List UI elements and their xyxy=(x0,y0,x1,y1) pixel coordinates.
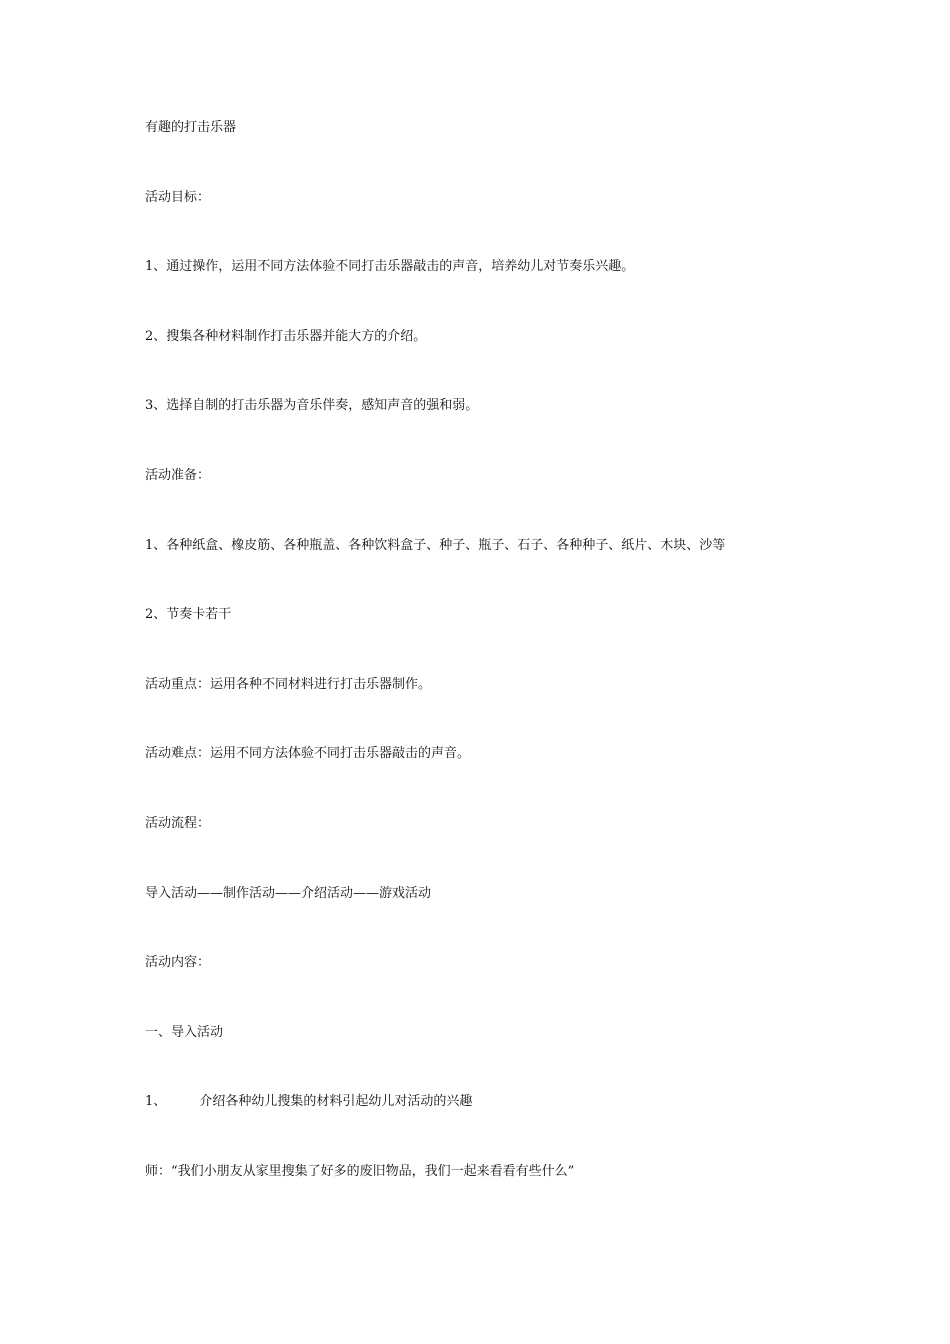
goal-item-2: 2、搜集各种材料制作打击乐器并能大方的介绍。 xyxy=(145,328,427,344)
preparation-item-2: 2、节奏卡若干 xyxy=(145,607,232,623)
section-heading-goals: 活动目标： xyxy=(145,189,211,205)
teacher-quote: 师：“我们小朋友从家里搜集了好多的废旧物品，我们一起来看看有些什么” xyxy=(145,1163,575,1179)
process-flow: 导入活动——制作活动——介绍活动——游戏活动 xyxy=(145,885,432,901)
section-heading-process: 活动流程： xyxy=(145,815,211,831)
goal-item-3: 3、选择自制的打击乐器为音乐伴奏，感知声音的强和弱。 xyxy=(145,398,479,414)
subsection-heading-intro: 一、导入活动 xyxy=(145,1024,224,1040)
key-point: 活动重点：运用各种不同材料进行打击乐器制作。 xyxy=(145,676,432,692)
intro-item-1: 1、 介绍各种幼儿搜集的材料引起幼儿对活动的兴趣 xyxy=(145,1094,473,1110)
preparation-item-1: 1、各种纸盒、橡皮筋、各种瓶盖、各种饮料盒子、种子、瓶子、石子、各种种子、纸片、木块、沙等 xyxy=(145,537,726,553)
document-body xyxy=(145,118,825,1232)
difficult-point: 活动难点：运用不同方法体验不同打击乐器敲击的声音。 xyxy=(145,746,471,762)
goal-item-1: 1、通过操作，运用不同方法体验不同打击乐器敲击的声音，培养幼儿对节奏乐兴趣。 xyxy=(145,259,635,275)
section-heading-content: 活动内容： xyxy=(145,955,211,971)
section-heading-preparation: 活动准备： xyxy=(145,467,211,483)
document-title: 有趣的打击乐器 xyxy=(145,120,237,135)
